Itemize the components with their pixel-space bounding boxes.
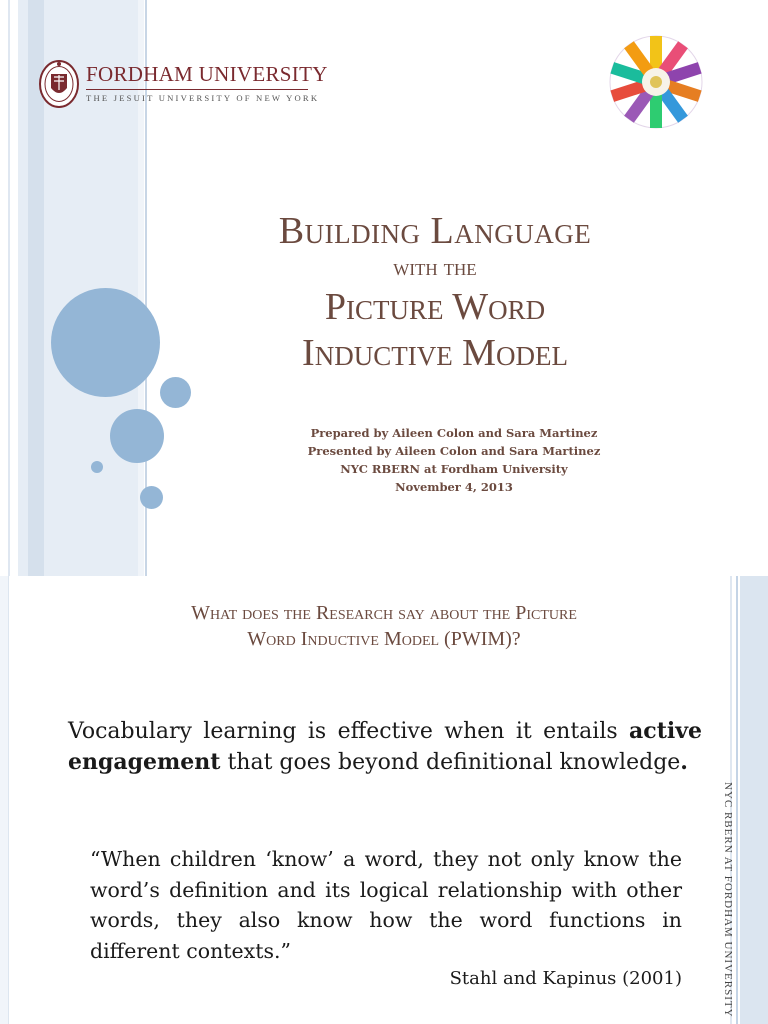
fordham-seal-icon [38, 58, 80, 110]
research-quote: “When children ‘know’ a word, they not only know the word’s definition and its logical relationship with other words, they also know how the word functions in different contexts.” [90, 847, 682, 963]
heading-line-2: Word Inductive Model (PWIM)? [247, 628, 521, 650]
side-label: NYC RBERN AT FORDHAM UNIVERSITY [722, 782, 734, 1018]
decorative-circle-medium [110, 409, 164, 463]
body-text-end: that goes beyond definitional knowledge [220, 750, 681, 775]
organization: NYC RBERN at Fordham University [340, 462, 568, 476]
credits-block [240, 424, 668, 496]
title-line-1: Building Language [278, 210, 592, 252]
university-name: FORDHAM UNIVERSITY [86, 62, 328, 86]
title-line-4: Inductive Model [302, 332, 568, 374]
decorative-circle-small-2 [140, 486, 163, 509]
fordham-logo [36, 56, 328, 112]
slide-heading [60, 600, 708, 652]
right-decorative-band [728, 576, 768, 1024]
title-line-2: with the [393, 255, 477, 281]
left-edge-line [8, 576, 9, 1024]
decorative-circle-tiny [91, 461, 103, 473]
quote-citation: Stahl and Kapinus (2001) [449, 968, 682, 989]
body-emphasis: active engagement [68, 718, 702, 775]
prepared-by: Prepared by Aileen Colon and Sara Martinez [310, 426, 598, 440]
left-edge-band [0, 576, 8, 1024]
presented-by: Presented by Aileen Colon and Sara Martinez [307, 444, 601, 458]
presentation-date: November 4, 2013 [395, 480, 513, 494]
body-period: . [680, 749, 688, 775]
presentation-title [170, 212, 700, 372]
decorative-circle-large [51, 288, 160, 397]
body-text-start: Vocabulary learning is effective when it entails [68, 719, 630, 744]
title-line-3: Picture Word [324, 286, 546, 328]
heading-line-1: What does the Research say about the Picture [191, 602, 577, 624]
university-tagline: THE JESUIT UNIVERSITY OF NEW YORK [86, 93, 320, 103]
nyc-rbern-logo-icon [604, 30, 708, 134]
research-slide [0, 576, 768, 1024]
decorative-circle-small [160, 377, 191, 408]
logo-divider [86, 89, 308, 90]
body-paragraph [68, 716, 702, 778]
